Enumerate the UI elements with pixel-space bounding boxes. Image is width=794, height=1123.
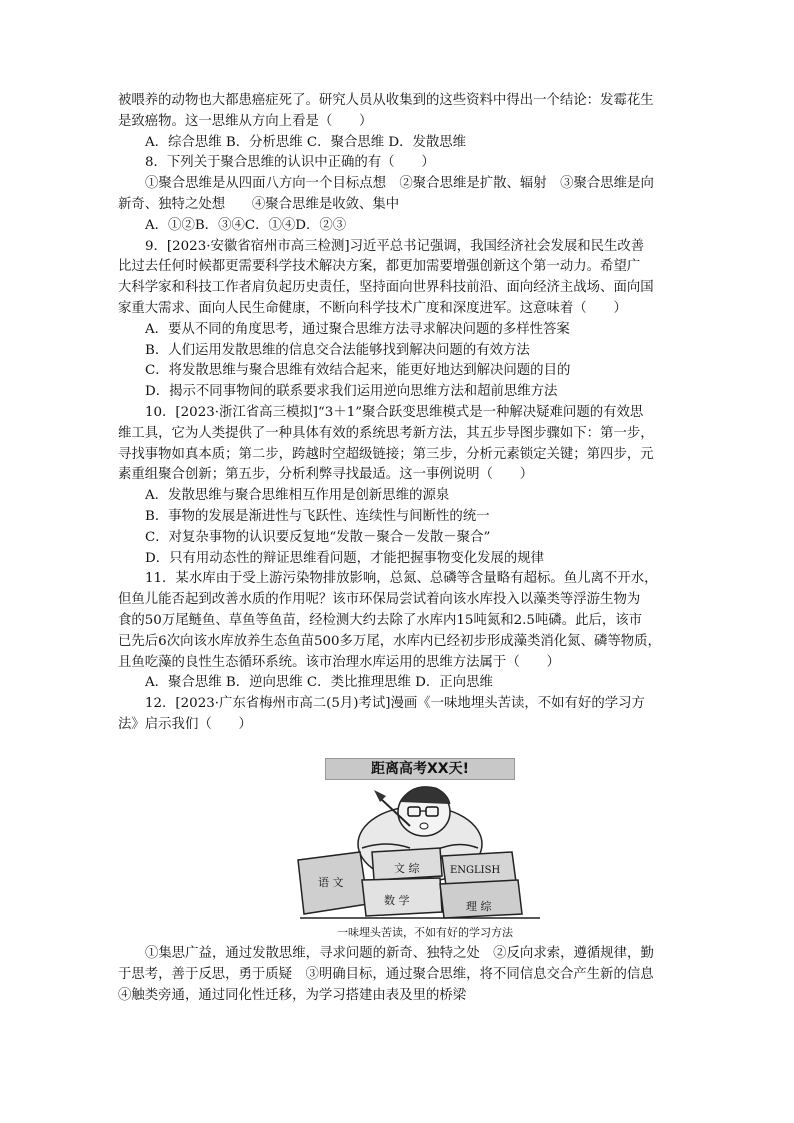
q11-stem-line-4: 已先后6次向该水库放养生态鱼苗500多万尾，水库内已经初步形成藻类消化氮、磷等物质， <box>118 633 661 649</box>
book-label-english: ENGLISH <box>450 865 501 876</box>
cartoon-banner: 距离高考XX天! <box>325 758 515 780</box>
q9-option-a: A．要从不同的角度思考，通过聚合思维方法寻求解决问题的多样性答案 <box>145 321 570 337</box>
q10-option-c: C．对复杂事物的认识要反复地“发散－聚合－发散－聚合” <box>145 529 491 545</box>
q10-option-a: A．发散思维与聚合思维相互作用是创新思维的源泉 <box>145 488 450 504</box>
q11-stem-line-5: 且鱼吃藻的良性生态循环系统。该市治理水库运用的思维方法属于（ ） <box>118 654 560 670</box>
q10-option-b: B．事物的发展是渐进性与飞跃性、连续性与间断性的统一 <box>145 508 490 524</box>
q12-stem-line-2: 法》启示我们（ ） <box>118 716 252 732</box>
cartoon-caption: 一味埋头苦读，不如有好的学习方法 <box>337 926 513 939</box>
q9-stem-line-3: 大科学家和科技工作者肩负起历史责任，坚持面向世界科技前沿、面向经济主战场、面向国 <box>118 280 654 296</box>
q9-stem-line-1: 9．[2023·安徽省宿州市高三检测]习近平总书记强调，我国经济社会发展和民生改善 <box>145 238 645 254</box>
q7-text-line-1: 被喂养的动物也大都患癌症死了。研究人员从收集到的这些资料中得出一个结论：发霉花生 <box>118 93 654 108</box>
cartoon-illustration <box>290 752 550 942</box>
q8-items-line-1: ①聚合思维是从四面八方向一个目标点想 ②聚合思维是扩散、辐射 ③聚合思维是向 <box>145 176 654 192</box>
q9-option-d: D．揭示不同事物间的联系要求我们运用逆向思维方法和超前思维方法 <box>145 384 558 400</box>
q9-option-b: B．人们运用发散思维的信息交合法能够找到解决问题的有效方法 <box>145 342 530 358</box>
q11-stem-line-2: 但鱼儿能否起到改善水质的作用呢？该市环保局尝试着向该水库投入以藻类等浮游生物为 <box>118 592 641 608</box>
q11-options: A．聚合思维 B．逆向思维 C．类比推理思维 D．正向思维 <box>145 675 493 691</box>
q10-option-d: D．只有用动态性的辩证思维看问题，才能把握事物变化发展的规律 <box>145 550 545 566</box>
book-label-liberal-arts: 文 综 <box>394 862 420 875</box>
q7-options: A．综合思维 B．分析思维 C．聚合思维 D．发散思维 <box>145 134 467 150</box>
q12-items-line-1: ①集思广益，通过发散思维，寻求问题的新奇、独特之处 ②反向求索，遵循规律，勤 <box>145 946 654 961</box>
q12-items-line-2: 于思考，善于反思，勇于质疑 ③明确目标，通过聚合思维，将不同信息交合产生新的信息 <box>118 966 654 982</box>
q12-items-line-3: ④触类旁通，通过同化性迁移，为学习搭建由表及里的桥梁 <box>118 987 467 1003</box>
q7-text-line-2: 是致癌物。这一思维从方向上看是（ ） <box>118 113 373 129</box>
book-label-chinese: 语 文 <box>318 876 344 889</box>
q8-stem: 8．下列关于聚合思维的认识中正确的有（ ） <box>145 155 435 171</box>
q8-items-line-2: 新奇、独特之处想 ④聚合思维是收敛、集中 <box>118 196 400 212</box>
q10-stem-line-1: 10．[2023·浙江省高三模拟]“3＋1”聚合跃变思维模式是一种解决疑难问题的有效思 <box>145 404 644 420</box>
q9-option-c: C．将发散思维与聚合思维有效结合起来，能更好地达到解决问题的目的 <box>145 363 571 379</box>
q12-items-block <box>118 944 683 1006</box>
book-label-science: 理 综 <box>466 900 492 913</box>
q9-stem-line-4: 家重大需求、面向人民生命健康，不断向科学技术广度和深度进军。这意味着（ ） <box>118 300 627 316</box>
cartoon-drawing <box>290 752 550 922</box>
questions-block <box>118 91 683 736</box>
q10-stem-line-4: 素重组聚合创新；第五步，分析利弊寻找最适。这一事例说明（ ） <box>118 467 534 483</box>
q11-stem-line-1: 11．某水库由于受上游污染物排放影响，总氮、总磷等含量略有超标。鱼儿离不开水， <box>145 571 658 587</box>
q10-stem-line-3: 寻找事物如真本质；第二步，跨越时空超级链接；第三步，分析元素锁定关键；第四步，元 <box>118 446 654 462</box>
q9-stem-line-2: 比过去任何时候都更需要科学技术解决方案，都更加需要增强创新这个第一动力。希望广 <box>118 259 641 275</box>
book-label-math: 数 学 <box>384 894 410 907</box>
q11-stem-line-3: 食的50万尾鲢鱼、草鱼等鱼苗，经检测大约去除了水库内15吨氮和2.5吨磷。此后，该市 <box>118 612 643 628</box>
q12-stem-line-1: 12．[2023·广东省梅州市高二(5月)考试]漫画《一味地埋头苦读，不如有好的学习方 <box>145 696 645 712</box>
q8-options: A．①②B．③④C．①④D．②③ <box>145 217 347 233</box>
q10-stem-line-2: 维工具，它为人类提供了一种具体有效的系统思考新方法，其五步导图步骤如下：第一步， <box>118 425 654 441</box>
